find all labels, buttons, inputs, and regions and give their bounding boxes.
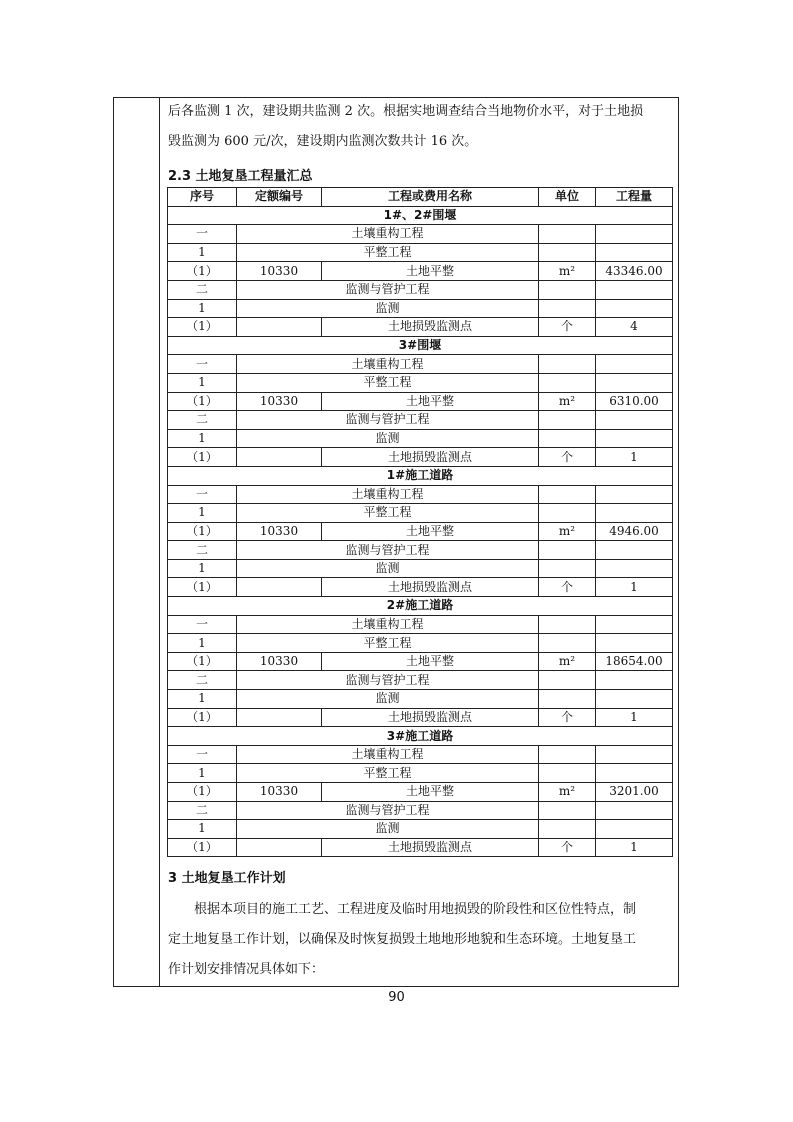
cell-name: 监测与管护工程 [237, 541, 539, 560]
table-row [168, 429, 673, 448]
quantity-summary-table [167, 187, 673, 857]
cell-qty: 1 [596, 578, 673, 597]
cell-name: 监测 [237, 429, 539, 448]
table-row [168, 299, 673, 318]
content-area [160, 97, 678, 985]
cell-qty: 1 [596, 708, 673, 727]
group-title: 1#施工道路 [168, 466, 673, 485]
cell-unit: 个 [539, 448, 596, 467]
cell-qty [596, 485, 673, 504]
cell-name: 土壤重构工程 [237, 615, 539, 634]
cell-qty [596, 671, 673, 690]
cell-unit [539, 243, 596, 262]
cell-unit: m² [539, 652, 596, 671]
cell-unit: m² [539, 783, 596, 802]
cell-name: 土地损毁监测点 [322, 448, 539, 467]
cell-code [237, 318, 322, 337]
cell-name: 监测与管护工程 [237, 280, 539, 299]
table-row [168, 392, 673, 411]
cell-seq: （1） [168, 522, 237, 541]
cell-seq: 二 [168, 280, 237, 299]
cell-name: 土壤重构工程 [237, 745, 539, 764]
cell-unit: 个 [539, 318, 596, 337]
cell-unit: m² [539, 262, 596, 281]
cell-qty [596, 801, 673, 820]
table-row [168, 318, 673, 337]
cell-unit [539, 801, 596, 820]
table-row [168, 522, 673, 541]
table-row [168, 820, 673, 839]
table-header-row [168, 188, 673, 207]
section-3-title: 3 土地复垦工作计划 [168, 871, 286, 887]
cell-seq: 二 [168, 671, 237, 690]
cell-qty: 4946.00 [596, 522, 673, 541]
cell-code: 10330 [237, 522, 322, 541]
cell-seq: 1 [168, 690, 237, 709]
table-group-row [168, 336, 673, 355]
table-row [168, 690, 673, 709]
cell-seq: （1） [168, 783, 237, 802]
cell-unit [539, 429, 596, 448]
cell-unit [539, 280, 596, 299]
cell-seq: 一 [168, 355, 237, 374]
cell-qty [596, 634, 673, 653]
cell-unit [539, 634, 596, 653]
table-row [168, 838, 673, 857]
table-row [168, 578, 673, 597]
table-row [168, 671, 673, 690]
cell-name: 监测与管护工程 [237, 801, 539, 820]
table-group-row [168, 597, 673, 616]
table-row [168, 504, 673, 523]
cell-unit: m² [539, 392, 596, 411]
cell-name: 平整工程 [237, 243, 539, 262]
cell-seq: （1） [168, 708, 237, 727]
header-name: 工程或费用名称 [322, 188, 539, 207]
table-group-row [168, 466, 673, 485]
cell-seq: 二 [168, 541, 237, 560]
cell-seq: （1） [168, 838, 237, 857]
cell-unit: 个 [539, 838, 596, 857]
table-row [168, 448, 673, 467]
cell-seq: 1 [168, 820, 237, 839]
cell-name: 监测 [237, 559, 539, 578]
cell-seq: （1） [168, 448, 237, 467]
header-qty: 工程量 [596, 188, 673, 207]
cell-seq: 一 [168, 615, 237, 634]
cell-name: 土地平整 [322, 262, 539, 281]
cell-qty [596, 280, 673, 299]
cell-name: 土地平整 [322, 392, 539, 411]
table-body [168, 206, 673, 857]
cell-unit [539, 615, 596, 634]
cell-name: 土地损毁监测点 [322, 578, 539, 597]
cell-qty [596, 225, 673, 244]
group-title: 3#施工道路 [168, 727, 673, 746]
table-row [168, 801, 673, 820]
table-row [168, 225, 673, 244]
cell-unit [539, 373, 596, 392]
group-title: 1#、2#围堰 [168, 206, 673, 225]
cell-unit [539, 671, 596, 690]
cell-seq: 一 [168, 745, 237, 764]
cell-seq: 1 [168, 373, 237, 392]
section-2-3-title: 2.3 土地复垦工程量汇总 [168, 169, 313, 184]
cell-seq: 一 [168, 225, 237, 244]
table-row [168, 355, 673, 374]
header-unit: 单位 [539, 188, 596, 207]
cell-seq: 二 [168, 801, 237, 820]
cell-name: 土地平整 [322, 652, 539, 671]
cell-qty: 3201.00 [596, 783, 673, 802]
group-title: 3#围堰 [168, 336, 673, 355]
table-group-row [168, 206, 673, 225]
cell-unit [539, 504, 596, 523]
cell-name: 土地损毁监测点 [322, 318, 539, 337]
table-row [168, 634, 673, 653]
cell-name: 土壤重构工程 [237, 485, 539, 504]
table-row [168, 262, 673, 281]
cell-name: 平整工程 [237, 764, 539, 783]
cell-qty [596, 541, 673, 560]
plan-line-3: 作计划安排情况具体如下： [168, 962, 325, 978]
cell-unit [539, 225, 596, 244]
cell-unit [539, 541, 596, 560]
cell-code: 10330 [237, 783, 322, 802]
cell-name: 土地损毁监测点 [322, 708, 539, 727]
table-row [168, 485, 673, 504]
cell-qty: 1 [596, 838, 673, 857]
table-row [168, 764, 673, 783]
cell-name: 平整工程 [237, 504, 539, 523]
cell-unit [539, 355, 596, 374]
cell-qty [596, 299, 673, 318]
plan-line-1: 根据本项目的施工工艺、工程进度及临时用地损毁的阶段性和区位性特点，制 [194, 902, 637, 918]
cell-name: 土地平整 [322, 783, 539, 802]
intro-line-1: 后各监测 1 次，建设期共监测 2 次。根据实地调查结合当地物价水平，对于土地损 [168, 104, 644, 119]
table-row [168, 708, 673, 727]
table-row [168, 280, 673, 299]
cell-name: 监测 [237, 690, 539, 709]
cell-code [237, 448, 322, 467]
table-group-row [168, 727, 673, 746]
cell-unit [539, 820, 596, 839]
table-row [168, 541, 673, 560]
cell-name: 监测 [237, 820, 539, 839]
cell-seq: 一 [168, 485, 237, 504]
cell-code [237, 708, 322, 727]
cell-qty: 43346.00 [596, 262, 673, 281]
cell-name: 土地平整 [322, 522, 539, 541]
table-row [168, 783, 673, 802]
cell-qty: 4 [596, 318, 673, 337]
cell-seq: （1） [168, 262, 237, 281]
cell-qty [596, 504, 673, 523]
cell-name: 土壤重构工程 [237, 355, 539, 374]
cell-unit [539, 485, 596, 504]
cell-qty [596, 429, 673, 448]
cell-qty: 18654.00 [596, 652, 673, 671]
cell-qty [596, 820, 673, 839]
cell-seq: （1） [168, 392, 237, 411]
cell-qty [596, 411, 673, 430]
cell-name: 平整工程 [237, 373, 539, 392]
table-row [168, 243, 673, 262]
cell-name: 土壤重构工程 [237, 225, 539, 244]
table-row [168, 559, 673, 578]
cell-seq: 1 [168, 299, 237, 318]
cell-seq: 1 [168, 429, 237, 448]
cell-qty [596, 690, 673, 709]
cell-seq: （1） [168, 652, 237, 671]
cell-qty [596, 243, 673, 262]
cell-qty [596, 355, 673, 374]
cell-name: 监测 [237, 299, 539, 318]
table-row [168, 411, 673, 430]
cell-unit: m² [539, 522, 596, 541]
cell-qty [596, 373, 673, 392]
cell-qty [596, 745, 673, 764]
cell-unit [539, 299, 596, 318]
cell-unit [539, 690, 596, 709]
cell-unit: 个 [539, 578, 596, 597]
cell-code: 10330 [237, 262, 322, 281]
cell-name: 平整工程 [237, 634, 539, 653]
cell-code: 10330 [237, 652, 322, 671]
cell-qty [596, 615, 673, 634]
cell-seq: 1 [168, 634, 237, 653]
page-number: 90 [388, 990, 405, 1005]
cell-name: 土地损毁监测点 [322, 838, 539, 857]
cell-unit [539, 745, 596, 764]
plan-line-2: 定土地复垦工作计划，以确保及时恢复损毁土地地形地貌和生态环境。土地复垦工 [168, 932, 637, 948]
cell-unit: 个 [539, 708, 596, 727]
cell-unit [539, 559, 596, 578]
cell-unit [539, 411, 596, 430]
cell-qty [596, 764, 673, 783]
table-row [168, 615, 673, 634]
cell-name: 监测与管护工程 [237, 411, 539, 430]
cell-qty: 1 [596, 448, 673, 467]
cell-seq: （1） [168, 318, 237, 337]
header-seq: 序号 [168, 188, 237, 207]
header-code: 定额编号 [237, 188, 322, 207]
intro-line-2: 毁监测为 600 元/次，建设期内监测次数共计 16 次。 [168, 134, 478, 149]
cell-seq: 1 [168, 504, 237, 523]
cell-code [237, 838, 322, 857]
cell-seq: 1 [168, 559, 237, 578]
cell-seq: 1 [168, 243, 237, 262]
cell-unit [539, 764, 596, 783]
cell-seq: 二 [168, 411, 237, 430]
cell-qty [596, 559, 673, 578]
cell-seq: （1） [168, 578, 237, 597]
group-title: 2#施工道路 [168, 597, 673, 616]
table-row [168, 652, 673, 671]
cell-name: 监测与管护工程 [237, 671, 539, 690]
cell-seq: 1 [168, 764, 237, 783]
table-row [168, 373, 673, 392]
cell-qty: 6310.00 [596, 392, 673, 411]
cell-code: 10330 [237, 392, 322, 411]
table-row [168, 745, 673, 764]
cell-code [237, 578, 322, 597]
